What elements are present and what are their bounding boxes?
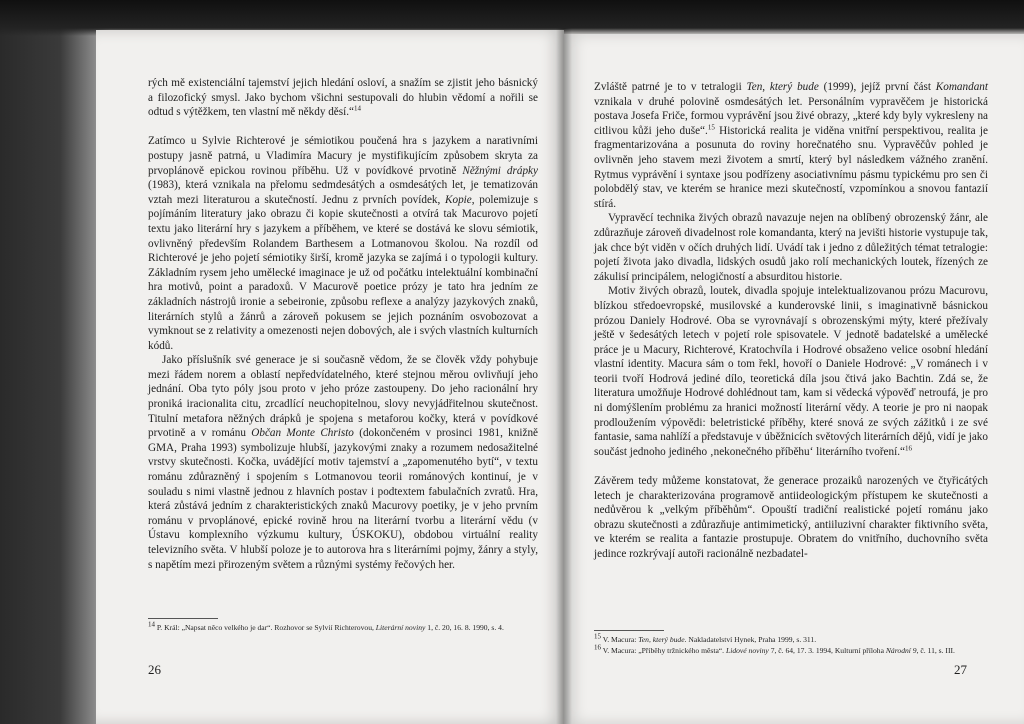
- text-run: V. Macura: „Příběhy tržnického města“.: [601, 646, 726, 655]
- footnote-marker: 16: [904, 444, 912, 453]
- text-run: , polemizuje s pojímáním literatury jako obrazu či kopie skutečnosti a otvírá tak Macurovo pojetí textu jako literární hry s jazykem a příběhem, ve které se dostává ke slovu sémiotik, ovlivněný především Rolandem Barthesem a Lotmanovou školou. Na rozdíl od Richterové je jeho pojetí sémiotiky širší, kromě jazyka se zajímá i o typologii kultury. Základním rysem jeho umělecké imaginace je už od počátku intelektuální kombinační hra motivů, point a paradoxů. V Macurově poetice prózy je tato hra jedním ze základních nástrojů ironie a sebeironie, způsobu reflexe a analýzy jazykových znaků, literárních stylů a žánrů a zároveň pokusem se jejich poznáním osvobozovat a vymknout se z relativity a omezenosti nejen dobových, ale i svých vlastních kulturních kódů.: [148, 193, 538, 352]
- footnote-rule: [594, 630, 664, 631]
- left-footnotes: [148, 622, 538, 633]
- text-run: Zvláště patrné je to v tetralogii: [594, 81, 747, 93]
- footnote: [148, 622, 538, 633]
- italic-title: Něžnými drápky: [462, 164, 538, 177]
- right-footnotes: [594, 634, 988, 656]
- text-run: (1999), jejíž první část: [818, 81, 936, 93]
- text-run: Vypravěcí technika živých obrazů navazuje nejen na oblíbený obrozenský žánr, ale zdůrazňuje zároveň divadelnost role komandanta, který na jevišti historie vystupuje tak, jak chce být viděn v očích druhých lidí. Uvádí tak i jedno z důležitých témat tetralogie: pojetí života jako divadla, lidských osudů jako rolí mechanických loutek, řízených ze zákulisí principálem, nelogičností a absurditou historie.: [594, 212, 988, 283]
- footnote: [594, 645, 988, 656]
- text-run: , č. 11, s. III.: [916, 646, 955, 655]
- text-run: P. Král: „Napsat něco velkého je dar“. Rozhovor se Sylvií Richterovou,: [155, 623, 376, 632]
- italic-title: Lidové noviny: [725, 646, 769, 655]
- text-run: Jako příslušník své generace je si současně vědom, že se člověk vždy pohybuje mezi řádem norem a oblastí nepředvídatelného, které stejnou měrou ovlivňují jeho jednání. Oba tyto póly jsou proto v jeho próze zastoupeny. Do jeho racionální hry proniká iracionalita citu, zrcadlící neuchopitelnou, slovy nevyjádřitelnou skutečnost. Titulní metafora něžných drápků je spojena s metaforou kočky, která v povídkové prvotině a v románu: [148, 354, 538, 440]
- left-body: [148, 76, 538, 572]
- page-number: 26: [148, 662, 161, 677]
- italic-title: Národní 9: [885, 646, 917, 655]
- italic-title: Ten, který bude: [746, 81, 819, 93]
- italic-title: Literární noviny: [375, 623, 426, 632]
- footnote-marker: 14: [354, 104, 361, 113]
- text-run: 1, č. 20, 16. 8. 1990, s. 4.: [425, 623, 504, 632]
- paragraph: [148, 134, 538, 353]
- paragraph: [594, 211, 988, 284]
- italic-title: Komandant: [935, 81, 989, 93]
- text-run: V. Macura:: [601, 635, 639, 644]
- right-page: [564, 34, 1024, 724]
- left-page: [96, 30, 564, 724]
- text-run: Motiv živých obrazů, loutek, divadla spojuje intelektualizovanou prózu Macurovu, blízkou středoevropské, musilovské a kunderovské linii, s imaginativně básnickou prózou Daniely Hodrové. Oba se vyrovnávají s obrozenskými mýty, které přežívaly ještě v šedesátých letech v pojetí role spisovatele. V jednotě badatelské a umělecké práce je u Macury, Richterové, Kratochvíla i Hodrové obsaženo velice osobní hledání vlastní identity. Macura sám o tom řekl, hovoří o Daniele Hodrové: „V románech i v teorii tvoří Hodrová jediné dílo, teoretická díla jsou čtivá jako Bachtin. Zdá se, že literatura umožňuje Hodrové dohlédnout tam, kam si vědecká výpověď netroufá, je pro ni domýšlením problému za hranici možností literární vědy. A teorie je pro ni naopak prodloužením výpovědi: beletristické příběhy, které snová ze svých zážitků i ze své fantasie, sama nahlíží a představuje v úběžnicích světových literárních dějů, vidí je jako součást jednoho jediného ‚nekonečného příběhu‘ literárního tvoření.“: [594, 285, 988, 458]
- footnote-marker: 14: [148, 620, 155, 629]
- text-run: . Nakladatelství Hynek, Praha 1999, s. 311.: [684, 635, 817, 644]
- footnote-marker: 16: [594, 643, 601, 652]
- text-run: (dokončeném v prosinci 1981, knižně GMA, Praha 1993) symbolizuje hlubší, jazykovými znaky a rozumem nedosažitelné vrstvy skutečnosti. Kočka, uvádějící motiv tajemství a „zapomenutého bytí“, v textu románu zdůrazněný i spojením s Lotmanovou teorii románových kontinuí, je v souladu s nimi vlastně jednou z hlavních postav i podtextem fabulačních zvratů. Hra, která zůstává jedním z charakteristických znaků Macurovy poetiky, je v jeho prvním románu v prvoplánové, epické rovině hrou na literární tvorbu a literární vědu (v Ústavu komplexního výzkumu kultury, ÚSKOKU), obdobou virtuální reality televizního světa. V hlubší poloze je to autorova hra s literárními pojmy, žánry a styly, s napětím mezi přirozeným světem a různými systémy řečových her.: [148, 427, 538, 571]
- text-run: Historická realita je viděna vnitřní perspektivou, realita je fragmentarizována a posunuta do roviny horečnatého snu. Vypravěčův pohled je ovlivněn jeho stavem mezi životem a smrtí, který byl následkem vážného zranění. Rytmus vyprávění i syntaxe jsou podřízeny asociativnímu pásmu typickému pro sen či polobdělý stav, ve kterém se hranice mezi skutečností, vzpomínkou a snovou fantazií stírá.: [594, 124, 988, 210]
- footnote-marker: 15: [594, 632, 601, 641]
- paragraph: [148, 76, 538, 120]
- text-run: Závěrem tedy můžeme konstatovat, že generace prozaiků narozených ve čtyřicátých letech je charakterizována programově antiideologickým přístupem ke skutečnosti a nedůvěrou k „velkým příběhům“. Opouští tradiční realistické pojetí románu jako obrazu skutečnosti a zdůrazňuje antimimetický, antiiluzivní charakter fiktivního světa, ve kterém se realita a fantazie prostupuje. Obratem do vnitřního, duchovního světa jedince rozkrývají autoři racionálně nezbadatel-: [594, 475, 988, 560]
- italic-title: Občan Monte Christo: [251, 427, 354, 440]
- italic-title: Ten, který bude: [638, 635, 685, 644]
- paragraph: [594, 284, 988, 459]
- paragraph: [148, 353, 538, 572]
- page-number: 27: [954, 662, 967, 677]
- text-run: Zatímco u Sylvie Richterové je sémiotikou poučená hra s jazykem a narativními postupy jasně patrná, u Vladimíra Macury je mystifikujícím způsobem skryta za prvoplánově epickou rovinou příběhu. Už v povídkové prvotině: [148, 135, 538, 177]
- footnote-rule: [148, 618, 218, 619]
- text-run: rých mě existenciální tajemství jejich hledání osloví, a snažím se zjistit jeho básnický a filozofický smysl. Jako bychom všichni sestupovali do hlubin vědomí a nořili se odtud s výtěžkem, ten vlastní mě někdy děsí.“: [148, 77, 538, 119]
- paragraph: [594, 80, 988, 211]
- italic-title: Kopie: [445, 193, 472, 206]
- text-run: vznikala v druhé polovině osmdesátých let. Personálním vypravěčem je historická postava Josefa Friče, formou vyprávění jsou živé obrazy, „které kdy byly vykresleny na citlivou kůži jeho duše“.: [594, 95, 988, 137]
- footnote-marker: 15: [707, 123, 715, 132]
- text-run: 7, č. 64, 17. 3. 1994, Kulturní příloha: [768, 646, 886, 655]
- right-body: [594, 80, 988, 562]
- footnote: [594, 634, 988, 645]
- paragraph: [594, 474, 988, 562]
- book-gutter: [556, 28, 572, 724]
- text-run: (1983), která vznikala na přelomu sedmdesátých a osmdesátých let, je tematizován vztah mezi literaturou a skutečností. Jednu z prvních povídek,: [148, 179, 538, 206]
